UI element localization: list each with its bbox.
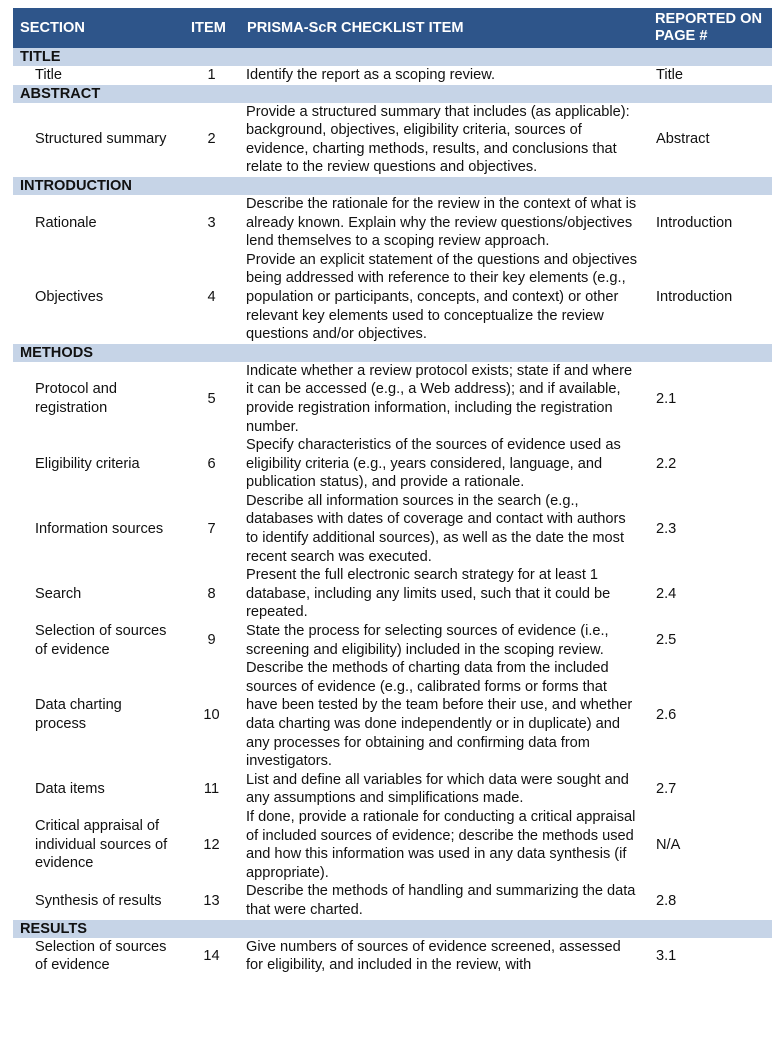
- row-section-name: Protocol and registration: [35, 381, 117, 416]
- row-reported-page: 2.7: [656, 781, 677, 798]
- row-checklist-text: If done, provide a rationale for conducting a critical appraisal of included sources of evidence; describe the methods used and how this information was used in any data synthesis (if appropriate).: [246, 808, 636, 881]
- row-item-number: 7: [207, 520, 216, 537]
- row-reported-page: Abstract: [656, 131, 710, 148]
- section-header-row: [13, 920, 772, 938]
- row-section-name: Objectives: [35, 288, 104, 305]
- section-title: TITLE: [13, 48, 772, 66]
- row-checklist-text: Specify characteristics of the sources of evidence used as eligibility criteria (e.g., years considered, language, and publication status), and provide a rationale.: [246, 437, 621, 491]
- table-row: [13, 566, 772, 622]
- section-title: INTRODUCTION: [13, 177, 772, 195]
- row-item-number: 12: [203, 836, 220, 853]
- row-item-number: 9: [207, 632, 216, 649]
- row-item-number: 3: [207, 214, 216, 231]
- row-section-name: Synthesis of results: [35, 892, 162, 909]
- row-section-name: Data charting process: [35, 697, 122, 732]
- header-reported-on-page: REPORTED ON PAGE #: [648, 8, 772, 48]
- table-row: [13, 938, 772, 975]
- section-title: METHODS: [13, 344, 772, 362]
- table-row: [13, 622, 772, 659]
- section-header-row: [13, 85, 772, 103]
- table-row: [13, 195, 772, 251]
- row-checklist-text: Provide an explicit statement of the questions and objectives being addressed with reference to their key elements (e.g., population or participants, concepts, and context) or other relevant key elements used to conceptualize the review questions and/or objectives.: [246, 251, 638, 343]
- row-item-number: 4: [207, 288, 216, 305]
- row-item-number: 6: [207, 455, 216, 472]
- table-row: [13, 362, 772, 436]
- table-row: [13, 659, 772, 771]
- section-header-row: [13, 48, 772, 66]
- row-reported-page: 2.4: [656, 585, 677, 602]
- row-section-name: Selection of sources of evidence: [35, 623, 167, 658]
- table-header: [13, 8, 772, 48]
- table-row: [13, 808, 772, 882]
- row-checklist-text: Identify the report as a scoping review.: [246, 67, 496, 83]
- header-section: SECTION: [13, 8, 183, 48]
- header-item: ITEM: [183, 8, 240, 48]
- row-item-number: 14: [203, 947, 220, 964]
- row-reported-page: 2.2: [656, 455, 677, 472]
- table-row: [13, 771, 772, 808]
- row-section-name: Critical appraisal of individual sources of evidence: [35, 818, 168, 872]
- row-checklist-text: Present the full electronic search strategy for at least 1 database, including any limits used, such that it could be repeated.: [246, 567, 611, 621]
- header-row: [13, 8, 772, 48]
- row-section-name: Title: [35, 67, 63, 83]
- row-checklist-text: Describe the methods of handling and summarizing the data that were charted.: [246, 883, 636, 918]
- row-section-name: Information sources: [35, 520, 164, 537]
- row-checklist-text: Describe the methods of charting data from the included sources of evidence (e.g., calibrated forms or forms that have been tested by the team before their use, and whether data charting was done independently or in duplicate) and any processes for obtaining and confirming data from investigators.: [246, 660, 633, 770]
- row-reported-page: 2.5: [656, 632, 677, 649]
- table-row: [13, 103, 772, 177]
- row-checklist-text: Give numbers of sources of evidence screened, assessed for eligibility, and included in the review, with: [246, 938, 621, 974]
- row-reported-page: Introduction: [656, 214, 733, 231]
- row-checklist-text: Describe the rationale for the review in the context of what is already known. Explain why the review questions/objectives lend themselves to a scoping review approach.: [246, 195, 637, 250]
- table-row: [13, 251, 772, 344]
- row-checklist-text: Provide a structured summary that includes (as applicable): background, objectives, eligibility criteria, sources of evidence, charting methods, results, and conclusions that relate to the review questions and objectives.: [246, 103, 630, 176]
- row-item-number: 1: [207, 67, 216, 83]
- row-item-number: 10: [203, 706, 220, 723]
- row-reported-page: 2.1: [656, 390, 677, 407]
- row-section-name: Selection of sources of evidence: [35, 938, 167, 974]
- row-checklist-text: State the process for selecting sources of evidence (i.e., screening and eligibility) included in the scoping review.: [246, 623, 609, 658]
- table-body: [13, 48, 772, 975]
- row-reported-page: Introduction: [656, 288, 733, 305]
- section-title: RESULTS: [13, 920, 772, 938]
- row-checklist-text: Indicate whether a review protocol exists; state if and where it can be accessed (e.g., a Web address); and if available, provide registration information, including the registration number.: [246, 362, 633, 435]
- row-section-name: Eligibility criteria: [35, 455, 140, 472]
- prisma-scr-checklist-table: [13, 8, 772, 975]
- row-reported-page: Title: [656, 67, 684, 83]
- row-reported-page: 3.1: [656, 947, 677, 964]
- row-section-name: Structured summary: [35, 131, 167, 148]
- row-item-number: 2: [207, 131, 216, 148]
- table-row: [13, 882, 772, 919]
- row-reported-page: 2.3: [656, 520, 677, 537]
- table-row: [13, 492, 772, 566]
- row-reported-page: N/A: [656, 836, 681, 853]
- row-item-number: 13: [203, 892, 220, 909]
- section-title: ABSTRACT: [13, 85, 772, 103]
- row-item-number: 5: [207, 390, 216, 407]
- table-row: [13, 66, 772, 85]
- row-item-number: 8: [207, 585, 216, 602]
- row-section-name: Data items: [35, 781, 105, 798]
- row-item-number: 11: [203, 781, 220, 798]
- row-section-name: Search: [35, 585, 82, 602]
- section-header-row: [13, 344, 772, 362]
- section-header-row: [13, 177, 772, 195]
- header-checklist-item: PRISMA-ScR CHECKLIST ITEM: [240, 8, 648, 48]
- row-reported-page: 2.6: [656, 706, 677, 723]
- row-checklist-text: List and define all variables for which data were sought and any assumptions and simplifications made.: [246, 771, 629, 807]
- row-section-name: Rationale: [35, 214, 97, 231]
- table-row: [13, 436, 772, 492]
- row-checklist-text: Describe all information sources in the search (e.g., databases with dates of coverage and contact with authors to identify additional sources), as well as the date the most recent search was executed.: [246, 492, 626, 565]
- row-reported-page: 2.8: [656, 892, 677, 909]
